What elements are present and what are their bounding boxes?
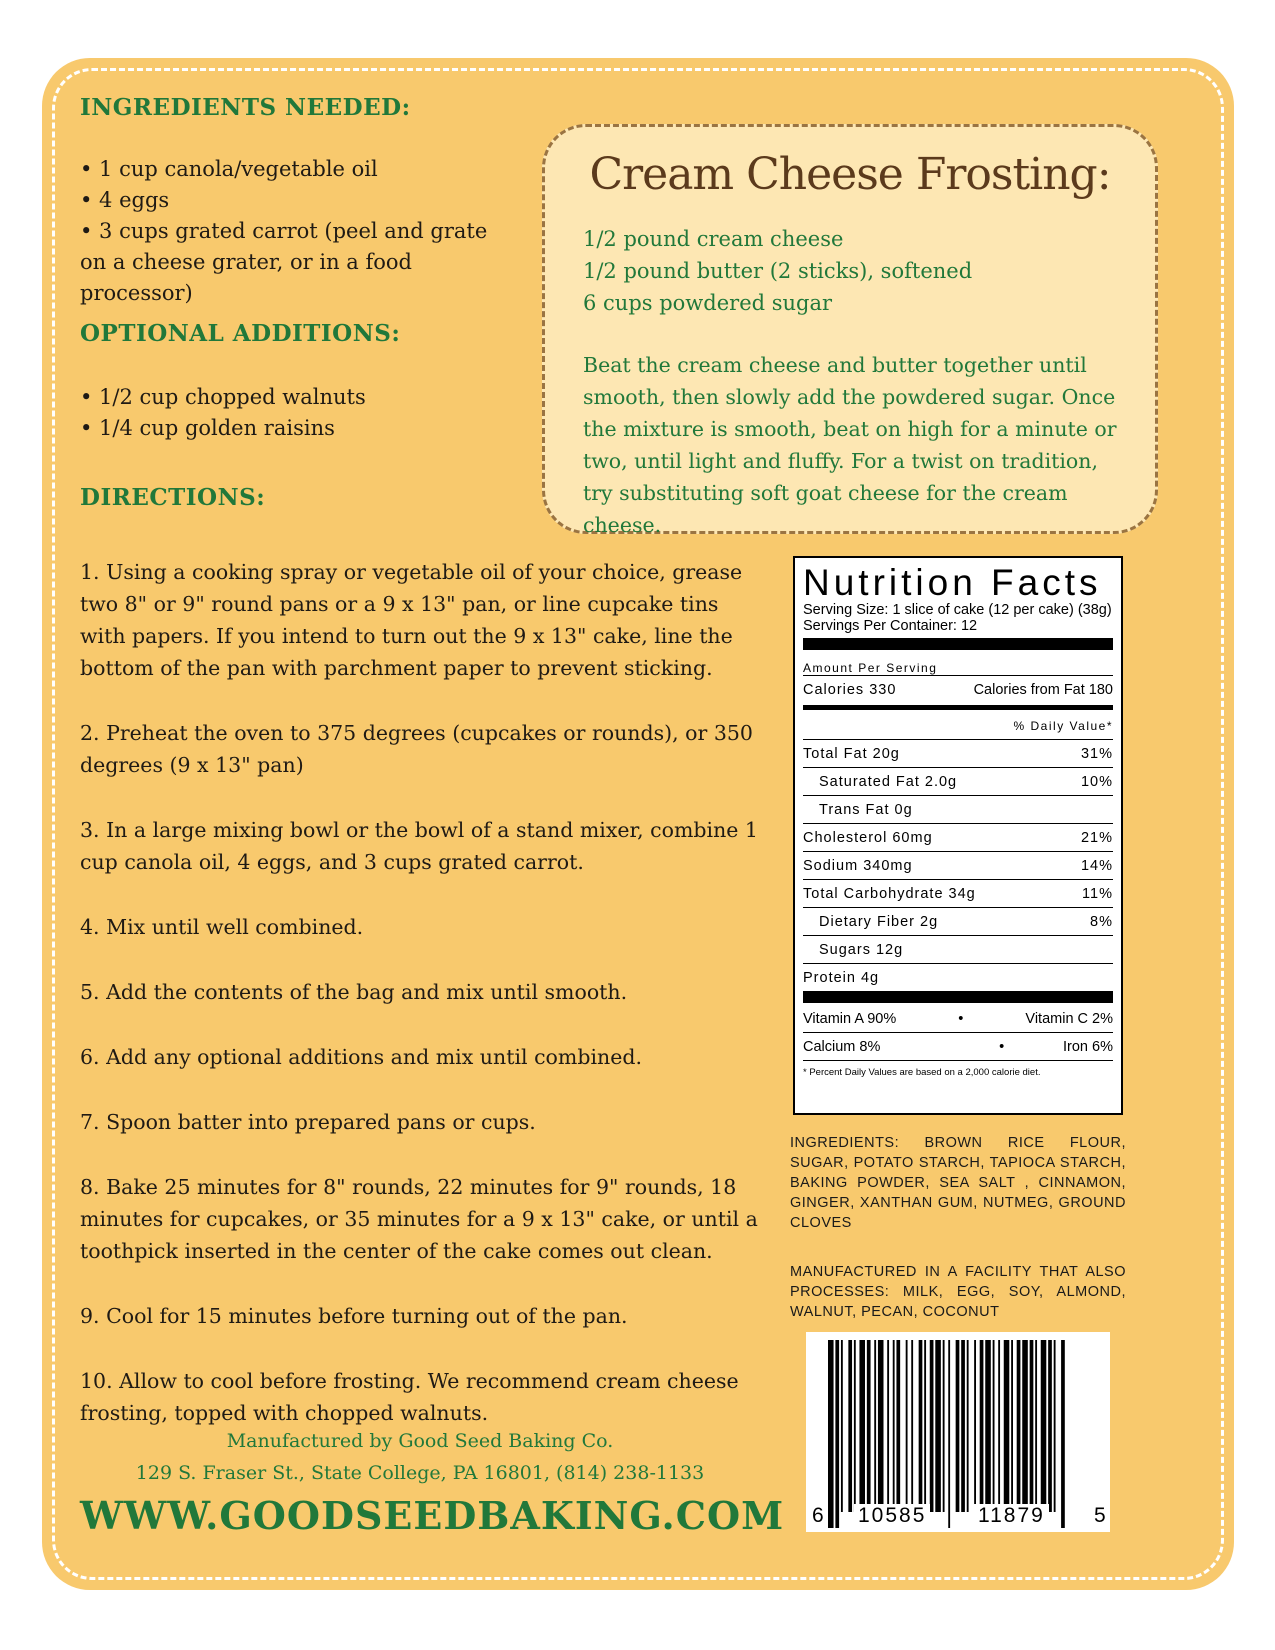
barcode-bars — [806, 1332, 1110, 1532]
vitamin-c: Vitamin C 2% — [1025, 1010, 1113, 1027]
list-item: • 1 cup canola/vegetable oil — [80, 157, 378, 181]
calories-from-fat: Calories from Fat 180 — [973, 681, 1113, 698]
nutrient-daily-value: 21% — [1080, 829, 1113, 846]
frosting-instructions: Beat the cream cheese and butter together until smooth, then slowly add the powdered sugar. Once the mixture is smooth, beat on high for a minute or two, until light and fluffy. For a twist on tradition, try substituting soft goat cheese for the cream cheese. — [583, 353, 1117, 537]
allergen-note: MANUFACTURED IN A FACILITY THAT ALSO PROCESSES: MILK, EGG, SOY, ALMOND, WALNUT, PECAN, COCONUT — [790, 1264, 1126, 1320]
nutrient-daily-value: 31% — [1080, 745, 1113, 762]
nutrient-row — [803, 963, 1113, 991]
barcode-bar — [1048, 1340, 1052, 1512]
barcode-bar — [974, 1340, 976, 1512]
barcode-bar — [993, 1340, 995, 1512]
nutrient-row — [803, 767, 1113, 795]
barcode-bar — [828, 1340, 834, 1528]
manufacturer-address: 129 S. Fraser St., State College, PA 16801, (814) 238-1133 — [135, 1462, 705, 1484]
optional-heading: OPTIONAL ADDITIONS: — [80, 320, 401, 347]
barcode-bar — [1030, 1340, 1034, 1512]
direction-step: 1. Using a cooking spray or vegetable oil of your choice, grease two 8" or 9" round pans or a 9 x 13" pan, or line cupcake tins with papers. If you intend to turn out the 9 x 13" cake, line the bottom of the pan with parchment paper to prevent sticking. — [80, 560, 743, 680]
barcode-bar — [893, 1340, 895, 1512]
nutrient-label: Sodium 340mg — [803, 857, 913, 874]
product-ingredients: INGREDIENTS: BROWN RICE FLOUR, SUGAR, POTATO STARCH, TAPIOCA STARCH, BAKING POWDER, SEA SALT , CINNAMON, GINGER, XANTHAN GUM, NUTMEG, GROUND CLOVES — [790, 1135, 1126, 1231]
nutrient-label: Total Carbohydrate 34g — [803, 885, 976, 902]
frosting-ingredients — [583, 223, 972, 319]
nutrient-daily-value: 11% — [1082, 885, 1113, 902]
barcode-bar — [967, 1340, 969, 1512]
nutrient-daily-value: 8% — [1090, 913, 1113, 930]
barcode-bar — [919, 1340, 923, 1512]
nutrient-label: Saturated Fat 2.0g — [819, 773, 958, 790]
frosting-title: Cream Cheese Frosting: — [589, 149, 1111, 200]
list-item: 1/2 pound butter (2 sticks), softened — [583, 259, 973, 283]
barcode-bar — [867, 1340, 871, 1512]
nutrition-footnote: * Percent Daily Values are based on a 2,000 calorie diet. — [803, 1060, 1113, 1080]
nutrition-title: Nutrition Facts — [803, 562, 1102, 603]
list-item: • 4 eggs — [80, 188, 170, 212]
nutrient-daily-value: 10% — [1080, 773, 1113, 790]
nutrient-label: Dietary Fiber 2g — [819, 913, 939, 930]
barcode-bar — [956, 1340, 960, 1512]
nutrient-row — [803, 739, 1113, 767]
barcode-bar — [1035, 1340, 1037, 1512]
bullet: • — [958, 1010, 964, 1027]
direction-step: 2. Preheat the oven to 375 degrees (cupcakes or rounds), or 350 degrees (9 x 13" pan) — [80, 721, 753, 777]
nutrient-label: Total Fat 20g — [803, 745, 900, 762]
list-item: 6 cups powdered sugar — [583, 291, 833, 315]
direction-step: 10. Allow to cool before frosting. We recommend cream cheese frosting, topped with chopped walnuts. — [80, 1369, 739, 1425]
website-link[interactable]: WWW.GOODSEEDBAKING.COM — [80, 1493, 785, 1538]
barcode-bar — [911, 1340, 913, 1512]
direction-step: 8. Bake 25 minutes for 8" rounds, 22 minutes for 9" rounds, 18 minutes for cupcakes, or 35 minutes for a 9 x 13" cake, or until a toothpick inserted in the center of the cake comes out clean. — [80, 1175, 758, 1263]
barcode-bar — [1054, 1340, 1056, 1512]
manufacturer-line: Manufactured by Good Seed Baking Co. — [226, 1430, 614, 1452]
nutrient-row — [803, 823, 1113, 851]
barcode-bar — [1004, 1340, 1010, 1512]
barcode-bar — [980, 1340, 984, 1512]
daily-value-header: % Daily Value* — [1013, 718, 1113, 733]
barcode-bar — [887, 1340, 889, 1512]
direction-step: 4. Mix until well combined. — [80, 915, 364, 939]
calories: Calories 330 — [803, 681, 897, 698]
barcode-bar — [943, 1340, 945, 1512]
barcode-bar — [935, 1340, 941, 1512]
thick-divider — [803, 991, 1113, 1003]
barcode-bar — [998, 1340, 1000, 1512]
barcode-bar — [1017, 1340, 1021, 1512]
frosting-box — [542, 124, 1158, 537]
barcode-digit-right: 5 — [1090, 1504, 1110, 1528]
nutrient-label: Cholesterol 60mg — [803, 829, 933, 846]
direction-step: 3. In a large mixing bowl or the bowl of a stand mixer, combine 1 cup canola oil, 4 eggs, and 3 cups grated carrot. — [80, 818, 758, 874]
thick-divider — [803, 638, 1113, 650]
minerals-row — [803, 1032, 1113, 1060]
nutrient-label: Protein 4g — [803, 969, 880, 986]
barcode-bar — [835, 1340, 839, 1528]
barcode-bar — [1011, 1340, 1013, 1512]
nutrient-label: Trans Fat 0g — [819, 801, 913, 818]
barcode-bar — [930, 1340, 934, 1512]
serving-size: Serving Size: 1 slice of cake (12 per cake) (38g) — [803, 602, 1112, 618]
list-item: • 3 cups grated carrot (peel and grate on a cheese grater, or in a food processor) — [80, 219, 488, 305]
barcode-bar — [878, 1340, 884, 1512]
barcode-bar — [848, 1340, 852, 1512]
nutrient-row — [803, 795, 1113, 823]
medium-divider — [803, 705, 1113, 710]
list-item: • 1/2 cup chopped walnuts — [80, 385, 366, 409]
daily-value-header-row — [803, 712, 1113, 739]
barcode-digits-group1: 10585 — [854, 1504, 930, 1528]
vitamins-row — [803, 1005, 1113, 1032]
barcode-bar — [1041, 1340, 1047, 1512]
barcode-bar — [896, 1340, 900, 1512]
nutrition-facts-panel — [793, 556, 1123, 1115]
barcode-bar — [961, 1340, 965, 1512]
nutrient-label: Sugars 12g — [819, 941, 904, 958]
directions-heading: DIRECTIONS: — [80, 484, 266, 511]
servings-per-container: Servings Per Container: 12 — [803, 618, 978, 634]
nutrient-row — [803, 935, 1113, 963]
iron: Iron 6% — [1063, 1038, 1113, 1055]
nutrient-rows — [803, 739, 1113, 991]
nutrient-row — [803, 851, 1113, 879]
ingredients-heading: INGREDIENTS NEEDED: — [80, 94, 411, 121]
barcode — [806, 1332, 1110, 1532]
nutrient-row — [803, 879, 1113, 907]
calories-row — [803, 675, 1113, 703]
ingredients-list — [80, 154, 500, 309]
barcode-digits-group2: 11879 — [974, 1504, 1049, 1528]
barcode-bar — [1022, 1340, 1028, 1512]
barcode-bar — [854, 1340, 856, 1512]
directions-list — [80, 556, 760, 1462]
amount-per-serving: Amount Per Serving — [803, 661, 938, 675]
calcium: Calcium 8% — [803, 1038, 881, 1055]
direction-step: 5. Add the contents of the bag and mix until smooth. — [80, 980, 628, 1004]
vitamin-a: Vitamin A 90% — [803, 1010, 897, 1027]
direction-step: 6. Add any optional additions and mix until combined. — [80, 1045, 642, 1069]
bullet: • — [999, 1038, 1005, 1055]
barcode-bar — [924, 1340, 926, 1512]
barcode-bar — [874, 1340, 876, 1512]
nutrient-row — [803, 907, 1113, 935]
barcode-bar — [859, 1340, 865, 1512]
barcode-digit-left: 6 — [808, 1504, 828, 1528]
barcode-bar — [948, 1340, 950, 1528]
nutrient-daily-value: 14% — [1080, 857, 1113, 874]
barcode-bar — [841, 1340, 843, 1512]
optional-list — [80, 382, 500, 444]
barcode-bar — [906, 1340, 908, 1512]
list-item: • 1/4 cup golden raisins — [80, 416, 335, 440]
barcode-bar — [1061, 1340, 1065, 1528]
barcode-bar — [985, 1340, 991, 1512]
direction-step: 7. Spoon batter into prepared pans or cups. — [80, 1110, 536, 1134]
list-item: 1/2 pound cream cheese — [583, 227, 844, 251]
direction-step: 9. Cool for 15 minutes before turning out of the pan. — [80, 1304, 628, 1328]
